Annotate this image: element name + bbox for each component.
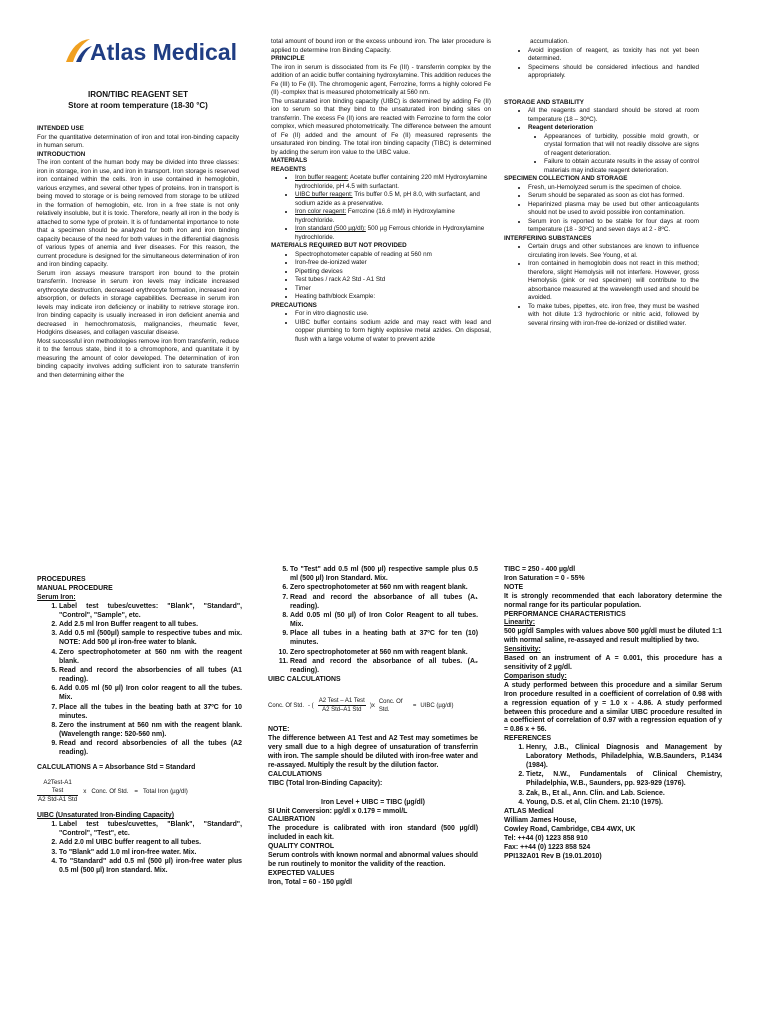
list-item: • Spectrophotometer capable of reading at 560 nm [295,251,491,260]
column-5 [268,566,478,888]
list-item: • Certain drugs and other substances are known to influence circulating iron levels. See Young, et al. [528,243,699,260]
materials-heading: MATERIALS [271,157,308,164]
list-item: • Iron contained in hemoglobin does not react in this method; therefore, slight Hemolysis will not interfere. However, gross Hemolysis (pink or red specimen) will contribute to the absorbance measured at the wavelength used and should be avoided. [528,260,699,303]
note-text: It is strongly recommended that each laboratory determine the normal range for its particular population. [504,592,722,609]
quality-control-heading: QUALITY CONTROL [268,843,335,851]
list-item: • Serum iron is reported to be stable for four days at room temperature (18 - 30ºC) and seven days at 2 - 8ºC. [528,218,699,235]
logo-text: Atlas Medical [90,39,237,65]
uc-result: UIBC (µg/dl) [420,702,454,709]
uc-times: )x [369,702,375,709]
uc-numerator: A2 Test – A1 Test [318,698,365,705]
calculations-line: CALCULATIONS A = Absorbance Std = Standard [37,764,196,772]
expected-values-heading: EXPECTED VALUES [268,869,335,877]
tibc-formula: Iron Level + UIBC = TIBC (µg/dl) [321,798,425,806]
list-item: • Iron-free de-ionized water [295,259,491,268]
interfering-heading: INTERFERING SUBSTANCES [504,234,592,242]
precautions-list-continued [504,47,699,81]
list-item: • Failure to obtain accurate results in the assay of control materials may indicate reagent deterioration. [544,158,699,175]
list-item: 4. Zero spectrophotometer at 560 nm with the reagent blank. [59,649,242,667]
calibration-heading: CALIBRATION [268,816,315,824]
uc-equals: = [412,702,417,709]
list-item: 9. Read and record absorbencies of all the tubes (A2 reading). [59,740,242,758]
calc-denominator: A2 Std-A1 Std [38,796,78,804]
uibc-calculation-formula [268,697,478,714]
manual-procedure-heading: MANUAL PROCEDURE [37,584,113,592]
procedures-heading: PROCEDURES [37,576,86,583]
materials-required-list [271,251,491,302]
introduction-heading: INTRODUCTION [37,150,86,158]
uc-fraction [318,697,366,714]
binding-capacity-text: total amount of bound iron or the excess unbound iron. The later procedure is applied to determine Iron Binding Capacity. [271,38,491,54]
intro-paragraph-2: Serum iron assays measure transport iron bound to the protein transferrin. Increase in serum iron levels may indicate increased erythrocyte destruction, decreased erythrocyte formation, increased iron absorption, or defects in storage capabilities. Decrease in serum iron levels may indicate iron deficiency or inability to retrieve storage iron. Iron binding capacity is usually increased in iron deficient anemia and decreased in hemochromatosis, malignancies, rheumatic fever, Hodgkins diseases, and collagen vascular disease. [37,269,239,336]
precautions-list [271,310,491,344]
uc-minus: - ( [308,702,314,709]
comparison-heading: Comparison study: [504,672,567,680]
calc-numerator: A2Test-A1 [43,779,72,787]
sensitivity-text: Based on an instrument of A = 0.001, this procedure has a sensitivity of 2 µg/dl. [504,655,722,671]
note-text: The difference between A1 Test and A2 Test may sometimes be very small due to a high degree of unsaturation of transferrin with iron. The sample should be diluted with iron-free water and re-assayed. Multiply the result by the dilution factor. [268,735,478,769]
list-item: 2. Add 2.0 ml UIBC buffer reagent to all tubes. [59,839,242,848]
sensitivity-heading: Sensitivity: [504,646,541,654]
list-item: • Fresh, un-Hemolyzed serum is the specimen of choice. [528,184,699,193]
list-item: 3. Add 0.5 ml (500µl) sample to respective tubes and mix. NOTE: Add 500 µl iron-free water to blank. [59,630,242,648]
list-item: 8. Add 0.05 ml (50 µl) of Iron Color Reagent to all tubes. Mix. [290,612,478,630]
intended-use-text: For the quantitative determination of iron and total iron-binding capacity in human serum. [37,133,239,149]
list-item [295,174,491,191]
list-item: 9. Place all tubes in a heating bath at 37ºC for ten (10) minutes. [290,630,478,648]
intended-use-heading: INTENDED USE [37,125,84,132]
principle-paragraph-1: The iron in serum is dissociated from its Fe (III) - transferrin complex by the addition of an acidic buffer containing hydroxylamine. This addition reduces the Fe (III) to Fe (II). The chromogenic agent, Ferrozine, forms a highly colored Fe (II) -complex that is measured photometrically at 560 nm. [271,63,491,96]
list-item: • Avoid ingestion of reagent, as toxicity has not yet been determined. [528,47,699,64]
materials-required-heading: MATERIALS REQUIRED BUT NOT PROVIDED [271,242,407,249]
reagent-name: Iron buffer reagent: [295,174,349,181]
uc-conc-std: Conc. Of Std. [268,702,305,709]
reagent-desc: Ferrozine (16.6 mM) in Hydroxylamine hydrochloride. [295,208,455,224]
list-item [295,191,491,208]
list-item: 3. To "Blank" add 1.0 ml iron-free water. Mix. [59,849,242,858]
reagents-heading: REAGENTS [271,165,306,173]
comparison-text: A study performed between this procedure and a similar Serum Iron procedure resulted in a coefficient of correlation of 0.98 with a regression equation of y = 1.0 x - 4.86. A study performed between this procedure and a similar UIBC procedure resulted in a coefficient of correlation of 0.97 with a regression equation of y = 0.86 x + 56. [504,681,722,734]
list-item: 2. Tietz, N.W., Fundamentals of Clinical Chemistry, Philadelphia, W.B., Saunders, pp. 923-929 (1976). [526,771,722,789]
list-item: • For in vitro diagnostic use. [295,310,491,319]
storage-list [504,107,699,133]
uc-denominator: A2 Std–A1 Std [322,707,362,714]
list-item: 1. Label test tubes/cuvettes: "Blank", "Standard", "Control", "Sample", etc. [59,603,242,621]
reagent-desc: Acetate buffer containing 220 mM Hydroxylamine hydrochloride, pH 4.5 with surfactant. [295,174,488,190]
reagent-desc: 500 µg Ferrous chloride in Hydroxylamine hydrochloride. [295,225,485,241]
list-item: 7. Place all the tubes in the beating bath at 37ºC for 10 minutes. [59,704,242,722]
serum-iron-steps [37,603,242,758]
calc-equals: = [134,787,138,795]
principle-heading: PRINCIPLE [271,55,305,62]
iron-calculation-formula [37,779,242,804]
list-item: • Pipetting devices [295,268,491,277]
list-item: 1. Label test tubes/cuvettes, "Blank", "Standard", "Control", "Test", etc. [59,821,242,839]
list-item [295,208,491,225]
list-item: 4. Young, D.S. et al, Clin Chem. 21:10 (1975). [526,799,722,808]
column-4 [37,576,242,876]
quality-control-text: Serum controls with known normal and abnormal values should be run routinely to monitor the validity of the reaction. [268,852,478,868]
list-item: • All the reagents and standard should be stored at room temperature (18 – 30ºC). [528,107,699,124]
list-item: 6. Zero spectrophotometer at 560 nm with reagent blank. [290,584,478,593]
si-conversion: SI Unit Conversion: µg/dl x 0.179 = mmol/L [268,807,408,815]
list-item: • Heparinized plasma may be used but other anticoagulants should not be used to avoid possible iron contamination. [528,201,699,218]
specimen-heading: SPECIMEN COLLECTION AND STORAGE [504,175,628,182]
address-line: ATLAS Medical [504,808,554,816]
list-item: • Test tubes / rack A2 Std - A1 Std [295,276,491,285]
calculations-heading: CALCULATIONS [268,770,322,778]
intro-paragraph-1: The iron content of the human body may be divided into three classes: iron in storage, iron in use, and iron in transport. Iron storage is reserved iron contained within the cells. Iron in use contained in hemoglobin, various enzymes, and several other types of proteins. Iron in transport is being moved to storage or is being removed from storage to be utilized in the formation of hemoglobin, etc. Iron in a free state is not only relatively insoluble, but it is toxic. Therefore, nearly all iron in the body is attached to some type of protein. It is of fundamental importance to note that a specimen should be analyzed for both iron and iron binding capacity because of the need for both values in the differential diagnosis of various types of anemia and liver diseases. For this reason, the current procedure is designed for the simultaneous determination of iron and iron binding capacity. [37,159,239,268]
document-title: IRON/TIBC REAGENT SET [87,90,188,99]
calibration-text: The procedure is calibrated with iron standard (500 µg/dl) included in each kit. [268,825,478,842]
atlas-medical-logo [62,36,237,68]
list-item: 5. To "Test" add 0.5 ml (500 µl) respective sample plus 0.5 ml (500 µl) Iron Standard. Mix. [290,566,478,584]
list-item: • Appearances of turbidity, possible mold growth, or crystal formation that will not readily dissolve are signs of reagent deterioration. [544,133,699,159]
uibc-heading: UIBC (Unsaturated Iron-Binding Capacity) [37,812,175,820]
revision-line: PPI132A01 Rev B (19.01.2010) [504,853,602,860]
principle-paragraph-2: The unsaturated iron binding capacity (UIBC) is determined by adding Fe (II) ion to serum so that they bind to the unsaturated iron binding sites on transferrin. The excess Fe (II) ions are reacted with Ferrozine to form the color complex, which measured photometrically. The difference between the amount of Fe (II) added and the amount of Fe (II) measured represents the unsaturated iron binding. The total iron binding capacity (TIBC) is determined by adding the serum iron value to the UIBC value. [271,97,491,156]
column-1 [37,125,239,380]
reagent-name: UIBC buffer reagent: [295,191,353,198]
uibc-steps [37,821,242,876]
storage-heading: STORAGE AND STABILITY [504,98,584,106]
iron-saturation-value: Iron Saturation = 0 - 55% [504,574,585,582]
linearity-heading: Linearity: [504,619,536,627]
serum-iron-heading: Serum Iron: [37,593,76,601]
list-item: 6. Add 0.05 ml (50 µl) Iron color reagent to all the tubes. Mix. [59,685,242,703]
storage-subtitle: Store at room temperature (18-30 °C) [68,101,208,110]
reagents-list [271,174,491,242]
calc-result: Total Iron (µg/dl) [142,787,188,795]
list-item: • Heating bath/block Example: [295,293,491,302]
reagent-name: Iron standard (500 µg/dl): [295,225,366,232]
fax-line: Fax: ++44 (0) 1223 858 524 [504,844,591,852]
list-item: 5. Read and record the absorbencies of all tubes (A1 reading). [59,667,242,685]
tibc-line: TIBC (Total Iron-Binding Capacity): [268,779,383,787]
list-item: 2. Add 2.5 ml Iron Buffer reagent to all tubes. [59,621,242,630]
deterioration-list [526,133,699,176]
column-6 [504,566,722,862]
address-line: Cowley Road, Cambridge, CB4 4WX, UK [504,826,636,834]
list-item: • Serum should be separated as soon as clot has formed. [528,192,699,201]
calc-times: x [83,787,87,795]
list-item: • To make tubes, pipettes, etc. iron free, they must be washed with hot dilute 1:3 hydrochloric or nitric acid, followed by several rinsing with iron-free de-ionized or distilled water. [528,303,699,329]
calc-numerator-2: Test [51,787,64,795]
reagent-desc: Tris buffer 0.5 M, pH 8.0, with surfactant, and sodium azide as a preservative. [295,191,480,207]
calc-conc: Conc. Of Std. [91,787,129,795]
uc-conc: Conc. Of Std. [378,698,403,713]
linearity-text: 500 µg/dl Samples with values above 500 µg/dl must be diluted 1:1 with normal saline, re-assayed and result multiplied by two. [504,628,722,645]
company-address [504,808,722,861]
references-list [504,744,722,808]
list-item: 7. Read and record the absorbance of all tubes (A₁ reading). [290,594,478,612]
interfering-list [504,243,699,328]
tibc-expected-value: TIBC = 250 - 400 µg/dl [504,566,576,573]
calc-fraction [37,779,78,804]
specimen-list [504,184,699,235]
list-item: 11. Read and record the absorbance of all tubes. (A₂ reading). [290,658,478,676]
intro-paragraph-3: Most successful iron methodologies remove iron from transferrin, reduce it to the ferrous state, bind it to a chromophore, and quantitate it by measuring the amount of color developed. The determination of iron binding capacity involves adding sufficient iron to saturate transferrin and then determining either the [37,337,239,379]
references-heading: REFERENCES [504,735,552,743]
phone-line: Tel: ++44 (0) 1223 858 910 [504,835,588,843]
precautions-heading: PRECAUTIONS [271,301,317,309]
list-item: • Timer [295,285,491,294]
expected-iron-value: Iron, Total = 60 - 150 µg/dl [268,878,353,886]
address-line: William James House, [504,817,577,825]
column-3 [504,38,699,328]
list-item: 1. Henry, J.B., Clinical Diagnosis and Management by Laboratory Methods, Philadelphia, W.B.Saunders, P.1434 (1984). [526,744,722,771]
list-item [295,225,491,242]
reagent-name: Iron color reagent: [295,208,347,215]
list-item: • Specimens should be considered infectious and handled appropriately. [528,64,699,81]
note-heading: NOTE: [268,726,290,734]
list-item: 8. Zero the instrument at 560 nm with the reagent blank. (Wavelength range: 520-560 nm). [59,722,242,740]
uibc-calculations-heading: UIBC CALCULATIONS [268,676,341,684]
list-item: • UIBC buffer contains sodium azide and may react with lead and copper plumbing to form highly explosive metal azides. On disposal, flush with a large volume of water to prevent azide [295,319,491,345]
list-item: 3. Zak, B., Et al., Ann. Clin. and Lab. Science. [526,790,722,799]
accumulation-continued: accumulation. [530,38,569,45]
column-2 [271,38,491,344]
uibc-steps-continued [268,566,478,676]
list-item: 10. Zero spectrophotometer at 560 nm with reagent blank. [290,649,478,658]
performance-heading: PERFORMANCE CHARACTERISTICS [504,610,626,618]
list-item: 4. To "Standard" add 0.5 ml (500 µl) iron-free water plus 0.5 ml (500 µl) Iron standard. Mix. [59,858,242,876]
reagent-deterioration-heading: • Reagent deterioration [528,124,699,133]
note-heading: NOTE [504,583,524,591]
